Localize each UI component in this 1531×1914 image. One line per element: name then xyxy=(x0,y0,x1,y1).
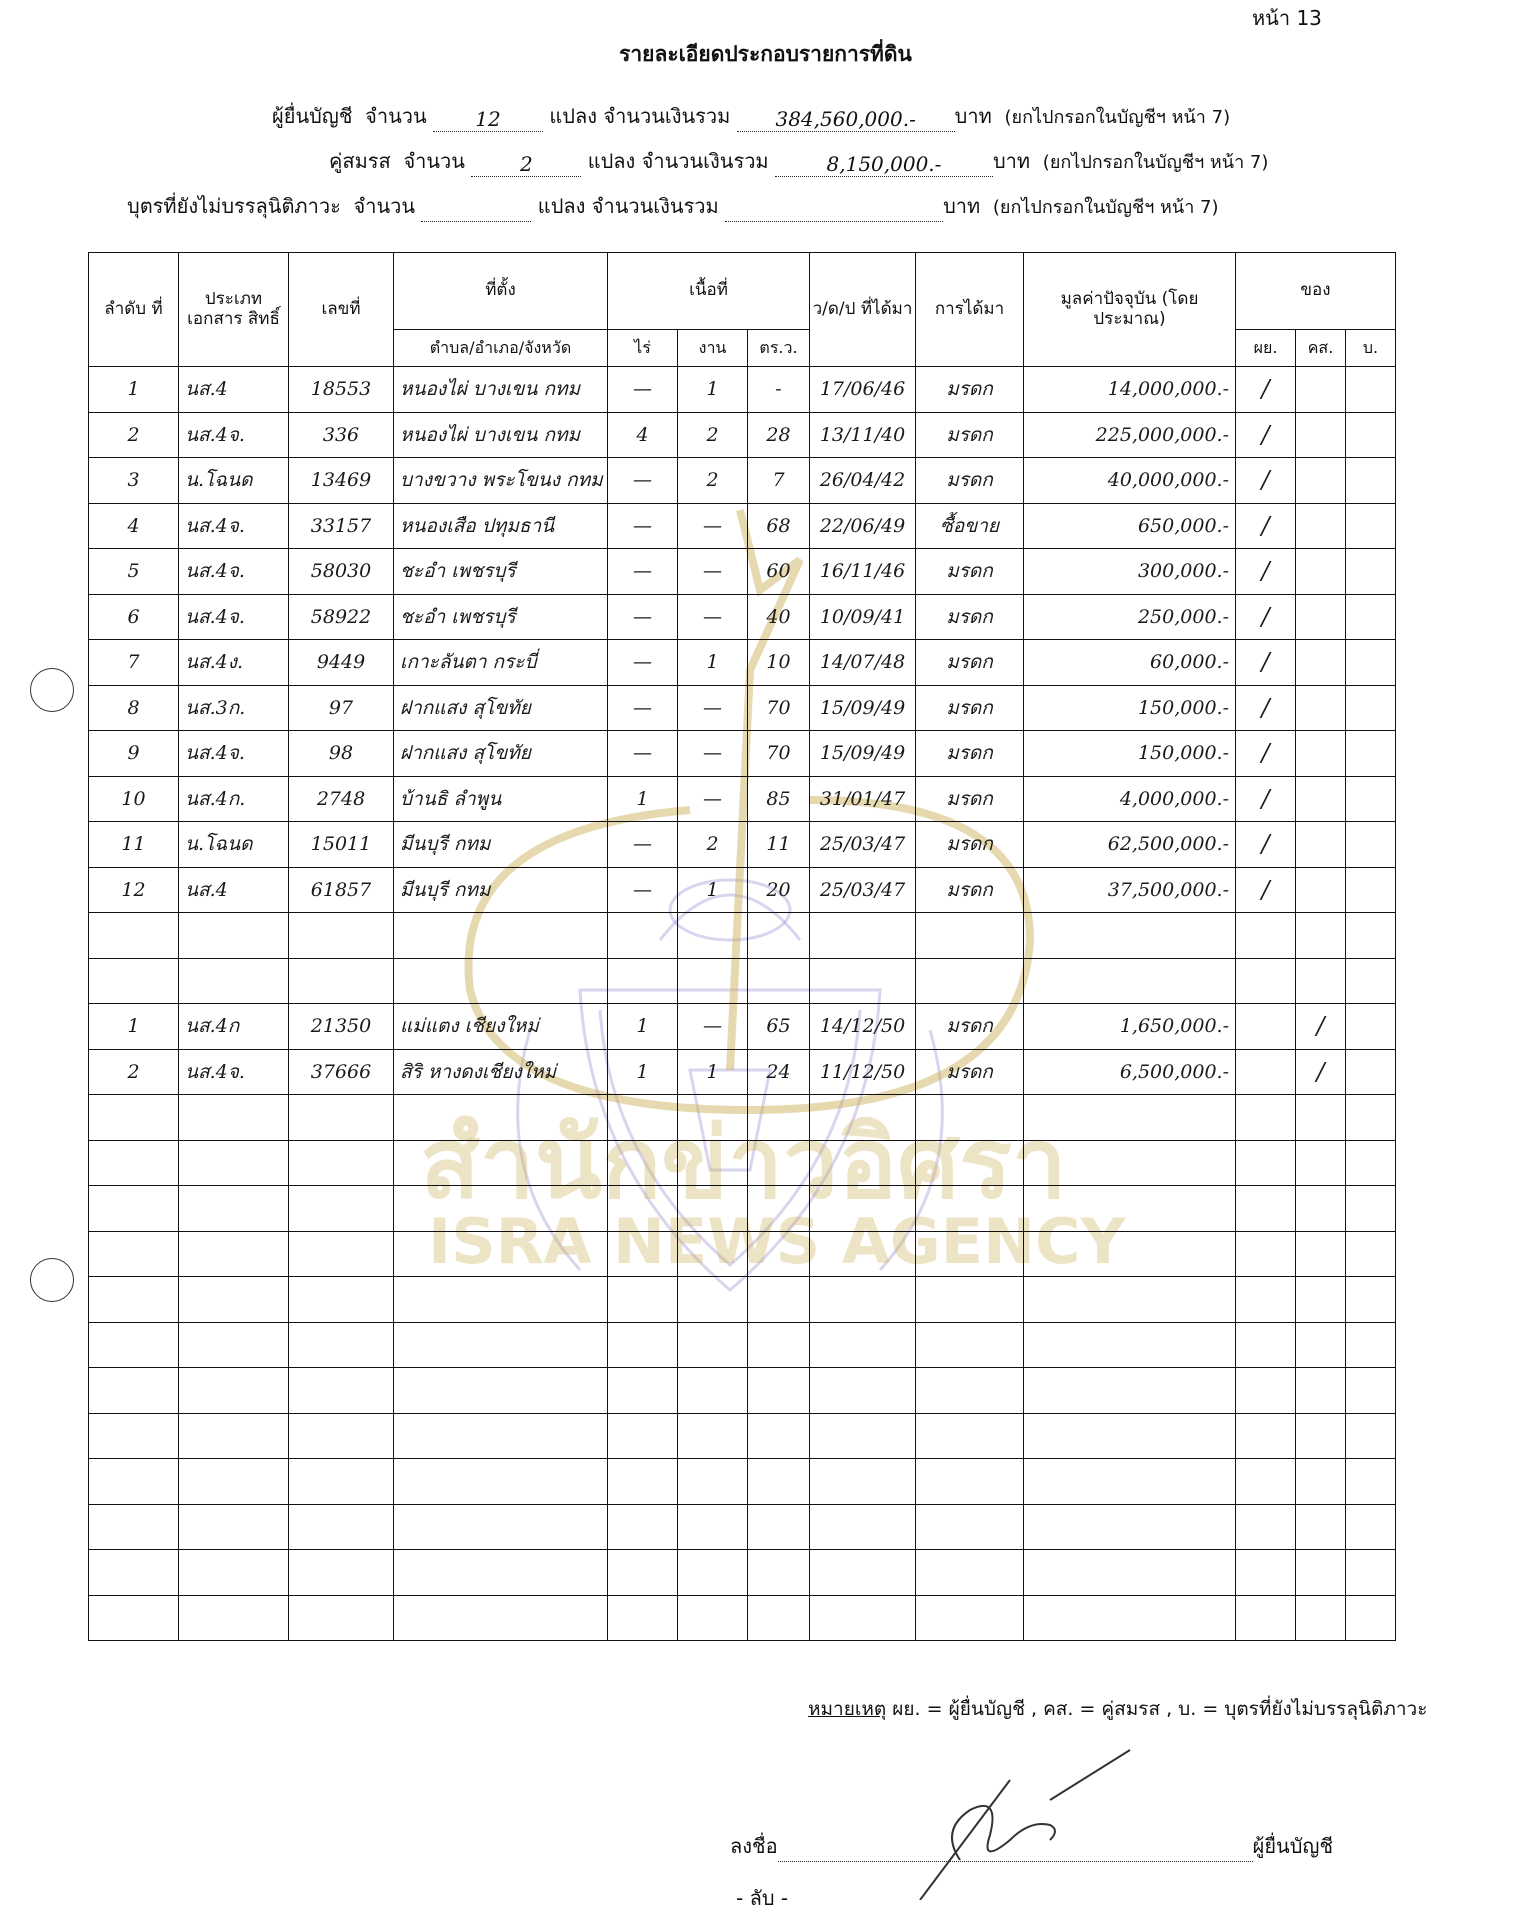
cell-no xyxy=(89,913,179,959)
cell-no: 1 xyxy=(89,1004,179,1050)
cell-ngan: 1 xyxy=(678,1049,748,1095)
cell-value: 1,650,000.- xyxy=(1024,1004,1236,1050)
cell-rai: — xyxy=(608,822,678,868)
cell-doc-type: นส.4 xyxy=(179,867,289,913)
cell-doc-type xyxy=(179,913,289,959)
cell-child xyxy=(1346,913,1396,959)
cell-location: เกาะลันตา กระบี่ xyxy=(394,640,608,686)
cell-child xyxy=(1346,731,1396,777)
header-area: เนื้อที่ xyxy=(608,253,810,330)
summary-filer: ผู้ยื่นบัญชี จำนวน 12 แปลง จำนวนเงินรวม 384,560,000.- บาท (ยกไปกรอกในบัญชีฯ หน้า 7) xyxy=(272,104,1231,131)
footnote xyxy=(808,1694,1427,1724)
cell-filer: / xyxy=(1236,458,1296,504)
cell-value xyxy=(1024,958,1236,1004)
cell-spouse xyxy=(1296,549,1346,595)
cell-rai: 1 xyxy=(608,1049,678,1095)
cell-location: แม่แตง เชียงใหม่ xyxy=(394,1004,608,1050)
cell-doc-type: นส.4จ. xyxy=(179,549,289,595)
cell-spouse xyxy=(1296,412,1346,458)
cell-date xyxy=(810,913,916,959)
cell-rai: — xyxy=(608,367,678,413)
table-row xyxy=(89,640,1396,686)
header-owner: ของ xyxy=(1236,253,1396,330)
cell-filer: / xyxy=(1236,867,1296,913)
cell-filer: / xyxy=(1236,685,1296,731)
cell-location xyxy=(394,913,608,959)
table-row xyxy=(89,549,1396,595)
cell-filer: / xyxy=(1236,731,1296,777)
punch-hole-icon xyxy=(30,668,74,712)
cell-child xyxy=(1346,1004,1396,1050)
table-row xyxy=(89,412,1396,458)
header-location-sub: ตำบล/อำเภอ/จังหวัด xyxy=(394,330,608,367)
table-row xyxy=(89,1049,1396,1095)
cell-no: 10 xyxy=(89,776,179,822)
cell-acquisition: มรดก xyxy=(916,549,1024,595)
cell-rai xyxy=(608,913,678,959)
cell-date: 15/09/49 xyxy=(810,731,916,777)
cell-location: ชะอำ เพชรบุรี xyxy=(394,549,608,595)
cell-doc-no: 336 xyxy=(289,412,394,458)
header-location: ที่ตั้ง xyxy=(394,253,608,330)
cell-doc-type: น.โฉนด xyxy=(179,458,289,504)
header-wa: ตร.ว. xyxy=(748,330,810,367)
cell-rai xyxy=(608,958,678,1004)
cell-child xyxy=(1346,822,1396,868)
spouse-count: 2 xyxy=(471,152,581,177)
cell-date: 14/07/48 xyxy=(810,640,916,686)
header-acquisition: การได้มา xyxy=(916,253,1024,367)
cell-doc-no: 9449 xyxy=(289,640,394,686)
cell-rai: — xyxy=(608,458,678,504)
cell-acquisition: มรดก xyxy=(916,776,1024,822)
cell-value: 60,000.- xyxy=(1024,640,1236,686)
cell-rai: 1 xyxy=(608,1004,678,1050)
table-row xyxy=(89,867,1396,913)
cell-acquisition: มรดก xyxy=(916,1049,1024,1095)
cell-filer xyxy=(1236,913,1296,959)
cell-no: 2 xyxy=(89,412,179,458)
cell-spouse xyxy=(1296,685,1346,731)
cell-no: 11 xyxy=(89,822,179,868)
table-row xyxy=(89,1004,1396,1050)
cell-date: 26/04/42 xyxy=(810,458,916,504)
cell-doc-type: น.โฉนด xyxy=(179,822,289,868)
cell-ngan: 2 xyxy=(678,822,748,868)
cell-ngan xyxy=(678,913,748,959)
cell-rai: — xyxy=(608,503,678,549)
cell-child xyxy=(1346,640,1396,686)
cell-spouse: / xyxy=(1296,1049,1346,1095)
header-owner-child: บ. xyxy=(1346,330,1396,367)
cell-wa xyxy=(748,958,810,1004)
spouse-total: 8,150,000.- xyxy=(775,152,993,177)
cell-doc-no: 58922 xyxy=(289,594,394,640)
cell-value: 225,000,000.- xyxy=(1024,412,1236,458)
cell-value: 4,000,000.- xyxy=(1024,776,1236,822)
cell-doc-no: 21350 xyxy=(289,1004,394,1050)
table-body xyxy=(89,367,1396,1641)
cell-location: หนองเสือ ปทุมธานี xyxy=(394,503,608,549)
header-rai: ไร่ xyxy=(608,330,678,367)
cell-child xyxy=(1346,412,1396,458)
cell-wa: 68 xyxy=(748,503,810,549)
cell-wa: 85 xyxy=(748,776,810,822)
empty-table-row xyxy=(89,1140,1396,1186)
cell-acquisition: มรดก xyxy=(916,822,1024,868)
empty-table-row xyxy=(89,1459,1396,1505)
cell-no: 8 xyxy=(89,685,179,731)
cell-date: 25/03/47 xyxy=(810,822,916,868)
cell-acquisition: มรดก xyxy=(916,867,1024,913)
cell-no: 2 xyxy=(89,1049,179,1095)
cell-doc-type: นส.4จ. xyxy=(179,1049,289,1095)
page-number: หน้า 13 xyxy=(1252,6,1322,30)
cell-ngan xyxy=(678,958,748,1004)
empty-table-row xyxy=(89,1231,1396,1277)
empty-table-row xyxy=(89,1186,1396,1232)
cell-rai: — xyxy=(608,549,678,595)
cell-child xyxy=(1346,776,1396,822)
cell-rai: — xyxy=(608,594,678,640)
header-owner-spouse: คส. xyxy=(1296,330,1346,367)
cell-ngan: — xyxy=(678,776,748,822)
cell-spouse xyxy=(1296,458,1346,504)
cell-rai: — xyxy=(608,640,678,686)
cell-acquisition: มรดก xyxy=(916,458,1024,504)
signature-scribble-icon xyxy=(900,1740,1160,1900)
cell-filer xyxy=(1236,958,1296,1004)
cell-acquisition: มรดก xyxy=(916,594,1024,640)
table-row xyxy=(89,731,1396,777)
cell-rai: — xyxy=(608,731,678,777)
cell-no: 5 xyxy=(89,549,179,595)
cell-acquisition: มรดก xyxy=(916,367,1024,413)
cell-wa xyxy=(748,913,810,959)
cell-no xyxy=(89,958,179,1004)
classification-mark: - ลับ - xyxy=(736,1886,789,1910)
child-total xyxy=(725,197,943,222)
table-row xyxy=(89,776,1396,822)
cell-doc-no: 13469 xyxy=(289,458,394,504)
cell-doc-type xyxy=(179,958,289,1004)
footnote-label: หมายเหตุ xyxy=(808,1698,887,1720)
cell-spouse: / xyxy=(1296,1004,1346,1050)
cell-date: 11/12/50 xyxy=(810,1049,916,1095)
cell-ngan: 2 xyxy=(678,458,748,504)
cell-date: 17/06/46 xyxy=(810,367,916,413)
cell-ngan: — xyxy=(678,549,748,595)
cell-wa: 28 xyxy=(748,412,810,458)
summary-spouse: คู่สมรส จำนวน 2 แปลง จำนวนเงินรวม 8,150,000.- บาท (ยกไปกรอกในบัญชีฯ หน้า 7) xyxy=(329,149,1269,176)
cell-ngan: 1 xyxy=(678,367,748,413)
cell-date: 16/11/46 xyxy=(810,549,916,595)
cell-no: 9 xyxy=(89,731,179,777)
cell-filer: / xyxy=(1236,594,1296,640)
cell-spouse xyxy=(1296,776,1346,822)
cell-ngan: 2 xyxy=(678,412,748,458)
cell-doc-type: นส.4จ. xyxy=(179,731,289,777)
cell-doc-no: 97 xyxy=(289,685,394,731)
cell-wa: 10 xyxy=(748,640,810,686)
cell-child xyxy=(1346,549,1396,595)
cell-value: 37,500,000.- xyxy=(1024,867,1236,913)
cell-wa: 40 xyxy=(748,594,810,640)
filer-count: 12 xyxy=(433,107,543,132)
cell-child xyxy=(1346,503,1396,549)
watermark-text-thai: สำนักข่าวอิศรา xyxy=(420,1107,1067,1221)
table-row xyxy=(89,913,1396,959)
cell-rai: 4 xyxy=(608,412,678,458)
cell-ngan: — xyxy=(678,1004,748,1050)
empty-table-row xyxy=(89,1550,1396,1596)
table-row xyxy=(89,594,1396,640)
cell-date: 22/06/49 xyxy=(810,503,916,549)
cell-location: มีนบุรี กทม xyxy=(394,822,608,868)
empty-table-row xyxy=(89,1277,1396,1323)
cell-value xyxy=(1024,913,1236,959)
cell-wa: 20 xyxy=(748,867,810,913)
empty-table-row xyxy=(89,1595,1396,1641)
cell-filer: / xyxy=(1236,549,1296,595)
cell-spouse xyxy=(1296,640,1346,686)
watermark-text-english: ISRA NEWS AGENCY xyxy=(428,1205,1126,1278)
cell-wa: 7 xyxy=(748,458,810,504)
empty-table-row xyxy=(89,1095,1396,1141)
table-row xyxy=(89,685,1396,731)
cell-spouse xyxy=(1296,958,1346,1004)
cell-doc-type: นส.4ง. xyxy=(179,640,289,686)
summary-child: บุตรที่ยังไม่บรรลุนิติภาวะ จำนวน แปลง จำนวนเงินรวม บาท (ยกไปกรอกในบัญชีฯ หน้า 7) xyxy=(127,190,1219,222)
cell-value: 62,500,000.- xyxy=(1024,822,1236,868)
child-count xyxy=(421,197,531,222)
header-doc-no: เลขที่ xyxy=(289,253,394,367)
header-ngan: งาน xyxy=(678,330,748,367)
signature-field xyxy=(778,1839,1253,1862)
signature-line: ลงชื่อ ผู้ยื่นบัญชี xyxy=(730,1830,1333,1862)
cell-date: 31/01/47 xyxy=(810,776,916,822)
cell-filer: / xyxy=(1236,503,1296,549)
cell-spouse xyxy=(1296,822,1346,868)
cell-child xyxy=(1346,1049,1396,1095)
cell-location: หนองไผ่ บางเขน กทม xyxy=(394,367,608,413)
cell-location: ชะอำ เพชรบุรี xyxy=(394,594,608,640)
cell-wa: 24 xyxy=(748,1049,810,1095)
table-row xyxy=(89,458,1396,504)
cell-ngan: 1 xyxy=(678,867,748,913)
cell-ngan: — xyxy=(678,731,748,777)
land-table xyxy=(88,252,1396,1641)
footnote-text: ผย. = ผู้ยื่นบัญชี , คส. = คู่สมรส , บ. = บุตรที่ยังไม่บรรลุนิติภาวะ xyxy=(886,1698,1428,1720)
cell-filer: / xyxy=(1236,412,1296,458)
cell-location: ฝากแสง สุโขทัย xyxy=(394,685,608,731)
cell-doc-type: นส.3ก. xyxy=(179,685,289,731)
cell-value: 6,500,000.- xyxy=(1024,1049,1236,1095)
cell-doc-no: 2748 xyxy=(289,776,394,822)
empty-table-row xyxy=(89,1413,1396,1459)
punch-hole-icon xyxy=(30,1258,74,1302)
cell-filer xyxy=(1236,1049,1296,1095)
cell-spouse xyxy=(1296,731,1346,777)
cell-doc-no: 61857 xyxy=(289,867,394,913)
cell-no: 12 xyxy=(89,867,179,913)
cell-doc-no: 58030 xyxy=(289,549,394,595)
empty-table-row xyxy=(89,1322,1396,1368)
cell-acquisition xyxy=(916,913,1024,959)
cell-doc-type: นส.4จ. xyxy=(179,412,289,458)
header-no: ลำดับ ที่ xyxy=(89,253,179,367)
cell-child xyxy=(1346,367,1396,413)
header-doc-type: ประเภท เอกสาร สิทธิ์ xyxy=(179,253,289,367)
cell-filer: / xyxy=(1236,776,1296,822)
cell-doc-no xyxy=(289,958,394,1004)
table-row xyxy=(89,822,1396,868)
cell-spouse xyxy=(1296,594,1346,640)
cell-location: สิริ หางดงเชียงใหม่ xyxy=(394,1049,608,1095)
cell-acquisition: มรดก xyxy=(916,412,1024,458)
header-date: ว/ด/ป ที่ได้มา xyxy=(810,253,916,367)
cell-acquisition: มรดก xyxy=(916,640,1024,686)
cell-date: 14/12/50 xyxy=(810,1004,916,1050)
cell-wa: 60 xyxy=(748,549,810,595)
empty-table-row xyxy=(89,1504,1396,1550)
cell-acquisition: มรดก xyxy=(916,1004,1024,1050)
cell-doc-no: 98 xyxy=(289,731,394,777)
cell-value: 300,000.- xyxy=(1024,549,1236,595)
cell-acquisition xyxy=(916,958,1024,1004)
cell-no: 4 xyxy=(89,503,179,549)
cell-location: บางขวาง พระโขนง กทม xyxy=(394,458,608,504)
cell-doc-type: นส.4จ. xyxy=(179,503,289,549)
cell-ngan: — xyxy=(678,685,748,731)
cell-value: 40,000,000.- xyxy=(1024,458,1236,504)
cell-rai: 1 xyxy=(608,776,678,822)
cell-child xyxy=(1346,458,1396,504)
cell-no: 1 xyxy=(89,367,179,413)
cell-filer: / xyxy=(1236,640,1296,686)
cell-child xyxy=(1346,594,1396,640)
cell-date: 10/09/41 xyxy=(810,594,916,640)
empty-table-row xyxy=(89,1368,1396,1414)
cell-acquisition: ซื้อขาย xyxy=(916,503,1024,549)
cell-filer: / xyxy=(1236,367,1296,413)
cell-ngan: — xyxy=(678,503,748,549)
cell-wa: - xyxy=(748,367,810,413)
cell-ngan: 1 xyxy=(678,640,748,686)
cell-location: หนองไผ่ บางเขน กทม xyxy=(394,412,608,458)
cell-spouse xyxy=(1296,503,1346,549)
cell-wa: 70 xyxy=(748,685,810,731)
cell-date: 13/11/40 xyxy=(810,412,916,458)
cell-value: 150,000.- xyxy=(1024,685,1236,731)
cell-value: 650,000.- xyxy=(1024,503,1236,549)
cell-filer xyxy=(1236,1004,1296,1050)
cell-value: 250,000.- xyxy=(1024,594,1236,640)
header-value: มูลค่าปัจจุบัน (โดยประมาณ) xyxy=(1024,253,1236,367)
cell-ngan: — xyxy=(678,594,748,640)
cell-doc-type: นส.4ก xyxy=(179,1004,289,1050)
cell-doc-no: 18553 xyxy=(289,367,394,413)
cell-child xyxy=(1346,958,1396,1004)
table-row xyxy=(89,958,1396,1004)
cell-value: 14,000,000.- xyxy=(1024,367,1236,413)
cell-rai: — xyxy=(608,685,678,731)
cell-doc-type: นส.4 xyxy=(179,367,289,413)
cell-acquisition: มรดก xyxy=(916,731,1024,777)
cell-rai: — xyxy=(608,867,678,913)
cell-location: บ้านธิ ลำพูน xyxy=(394,776,608,822)
cell-doc-no: 37666 xyxy=(289,1049,394,1095)
table-row xyxy=(89,367,1396,413)
cell-spouse xyxy=(1296,913,1346,959)
cell-value: 150,000.- xyxy=(1024,731,1236,777)
cell-doc-no: 33157 xyxy=(289,503,394,549)
cell-filer: / xyxy=(1236,822,1296,868)
cell-child xyxy=(1346,685,1396,731)
cell-wa: 65 xyxy=(748,1004,810,1050)
cell-location: มีนบุรี กทม xyxy=(394,867,608,913)
cell-location: ฝากแสง สุโขทัย xyxy=(394,731,608,777)
cell-doc-no: 15011 xyxy=(289,822,394,868)
cell-acquisition: มรดก xyxy=(916,685,1024,731)
cell-wa: 70 xyxy=(748,731,810,777)
filer-total: 384,560,000.- xyxy=(737,107,955,132)
cell-doc-no xyxy=(289,913,394,959)
table-row xyxy=(89,503,1396,549)
cell-wa: 11 xyxy=(748,822,810,868)
cell-doc-type: นส.4ก. xyxy=(179,776,289,822)
cell-date: 15/09/49 xyxy=(810,685,916,731)
header-owner-filer: ผย. xyxy=(1236,330,1296,367)
cell-location xyxy=(394,958,608,1004)
cell-no: 3 xyxy=(89,458,179,504)
cell-spouse xyxy=(1296,367,1346,413)
page-title: รายละเอียดประกอบรายการที่ดิน xyxy=(619,42,912,66)
cell-date xyxy=(810,958,916,1004)
cell-date: 25/03/47 xyxy=(810,867,916,913)
cell-child xyxy=(1346,867,1396,913)
cell-no: 7 xyxy=(89,640,179,686)
cell-doc-type: นส.4จ. xyxy=(179,594,289,640)
cell-spouse xyxy=(1296,867,1346,913)
cell-no: 6 xyxy=(89,594,179,640)
